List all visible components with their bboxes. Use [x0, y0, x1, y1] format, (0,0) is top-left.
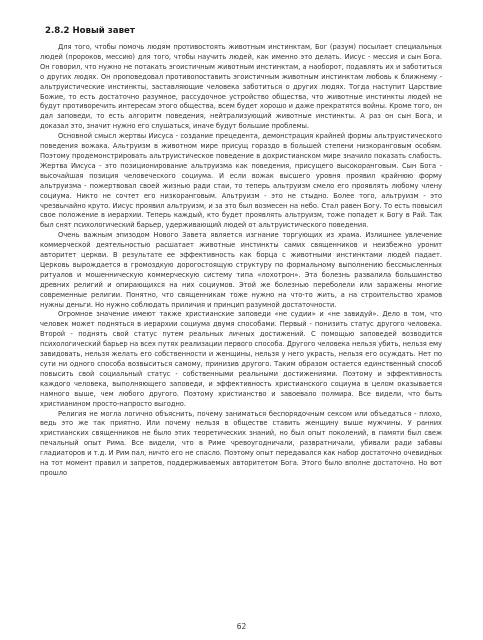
section-heading: 2.8.2 Новый завет	[45, 26, 135, 36]
paragraph-4: Огромное значение имеют также христианские заповеди «не судии» и «не завидуй». Дело в том, что человек может подняться в иерархии социума двумя способами. Первый - понизить статус другого человека. Второй - поднять свой статус путем реальных личных достижений. С помощью заповедей возводится психологический барьер на всех путях реализации первого способа. Другого человека нельзя убить, нельзя ему завидовать, нельзя желать его собственности и женщины, нельзя у него украсть, нельзя его осуждать. Нет по сути ни одного способа возвыситься самому, принизив другого. Таким образом остается единственный способ повысить свой социальный статус - собственными реальными достижениями. Поэтому и эффективность каждого человека, выполняющего заповеди, и эффективность христианского социума в целом оказывается намного выше, чем любого другого. Поэтому христианство и завоевало полмира. Все видели, что быть христианином просто-напросто выгодно.	[40, 310, 442, 408]
page-number: 62	[236, 622, 247, 631]
paragraph-1: Для того, чтобы помочь людям противостоять животным инстинктам, Бог (разум) посылает специальных людей (пророков, мессию) для того, чтобы научить людей, как именно это делать. Иисус - мессия и сын Бога. Он говорил, что нужно не потакать эгоистичным животным инстинктам, а наоборот, подавлять их и заботиться о других людях. Он проповедовал противопоставить эгоистичным животным инстинктам любовь к ближнему - альтруистические инстинкты, заставляющие человека заботиться о других людях. Тогда наступит Царствие Божие, то есть достаточно разумное, рассудочное устройство общества, что животные инстинкты людей не будут противоречить интересам этого общества, всем будет хорошо и даже прекратятся войны. Кроме того, он дал заповеди, то есть алгоритм поведения, нейтрализующий животные инстинкты. А раз он сын Бога, и доказал это, значит нужно его слушаться, иначе будут большие проблемы.	[40, 43, 442, 131]
paragraph-3: Очень важным эпизодом Нового Завета является изгнание торгующих из храма. Излишнее увлечение коммерческой деятельностью расшатает животные инстинкты самих священников и неизбежно уронит авторитет церкви. В результате ее эффективность как борца с животными инстинктами людей падает. Церковь вырождается в громоздкую дорогостоящую структуру по формальному выполнению бессмысленных ритуалов и мошенническую коммерческую систему типа «лохотрон». Эта болезнь развалила большинство древних религий и опирающихся на них социумов. Этой же болезнью переболели или заражены многие современные религии. Понятно, что священникам тоже нужно на что-то жить, а на строительство храмов нужны деньги. Но нужно соблюдать приличия и принцип разумной достаточности.	[40, 231, 442, 309]
document-page	[40, 26, 442, 616]
paragraph-2: Основной смысл жертвы Иисуса - создание прецедента, демонстрация крайней формы альтруистического поведения вожака. Альтруизм в животном мире присущ гораздо в большей степени низкоранговым особям. Поэтому продемонстрировать альтруистическое поведение в дохристианском мире значило показать слабость. Жертва Иисуса - это позиционирование альтруизма как поведения, присущего высокоранговым. Сын Бога - высочайшая позиция человеческого социума. И если вожак высшего уровня проявил крайнюю форму альтруизма - пожертвовал своей жизнью ради стаи, то теперь альтруизм смело его проявлять любому члену социума. Никто не сочтет его низкоранговым. Альтруизм - это не стыдно. Более того, альтруизм - это чрезвычайно круто. Иисус проявил альтруизм, и за это был возмесен на небо. Стал равен Богу. То есть повысил свое положение в иерархии. Теперь каждый, кто будет проявлять альтруизм, тоже попадет к Богу в Рай. Так был снят психологический барьер, удерживающий людей от альтруистического поведения.	[40, 132, 442, 230]
paragraph-5: Религия не могла логично объяснить, почему заниматься беспорядочным сексом или объедаться - плохо, ведь это же так приятно. Или почему нельзя в обществе ставить женщину выше мужчины. У ранних христианских священников не было этих теоретических знаний, но был опыт поколений, в памяти был свеж печальный опыт Рима. Все видели, что в Риме чревоугодничали, развратничали, убивали ради забавы гладиаторов и т.д. И Рим пал, ничто его не спасло. Поэтому опыт передавался как набор достаточно очевидных на тот момент правил и запретов, поддерживаемых авторитетом Бога. Этого было вполне достаточно. Но вот прошло	[40, 409, 442, 477]
body-text	[40, 43, 442, 479]
